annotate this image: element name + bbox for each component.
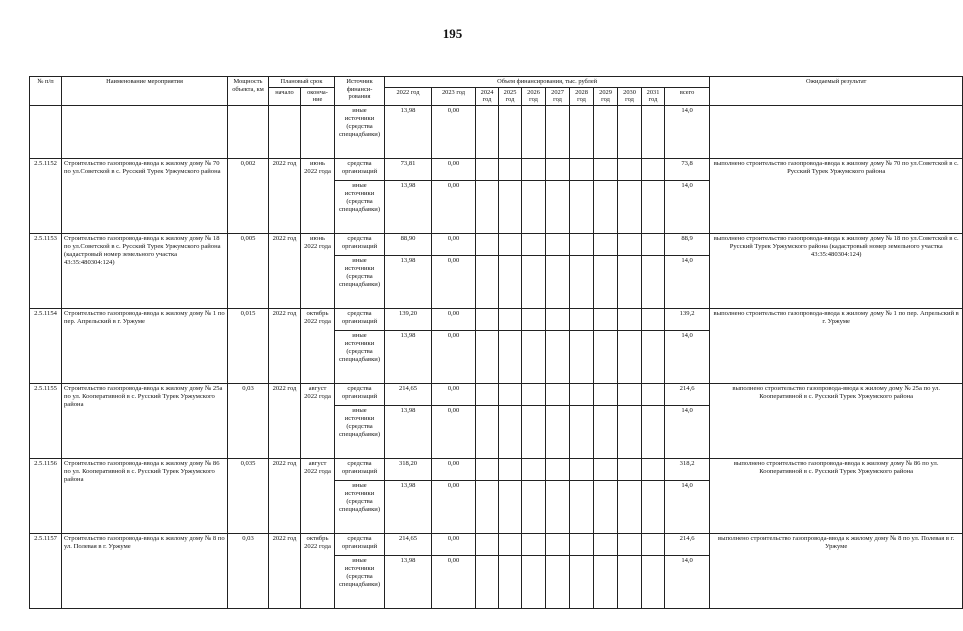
row-2023-organizations: 0,00 [432,459,476,481]
row-2022-other: 13,98 [385,181,432,234]
row-source-organizations: средства организаций [335,309,385,331]
row-result: выполнено строительство газопровода-ввода к жилому дому № 70 по ул.Советской в с. Русский Турек Уржумского района [710,159,963,234]
row-result: выполнено строительство газопровода-ввода к жилому дому № 86 по ул. Кооперативной в с. Русский Турек Уржумского района [710,459,963,534]
row-2022-organizations: 88,90 [385,234,432,256]
row-total-other: 14,0 [665,331,710,384]
row-source-other: иные источники (средства спецнадбавки) [335,331,385,384]
row-start: 2022 год [269,159,301,234]
row-total-organizations: 214,6 [665,384,710,406]
header-2022: 2022 год [385,87,432,105]
row-2023-organizations: 0,00 [432,384,476,406]
row-2023-other: 0,00 [432,556,476,609]
row-name: Строительство газопровода-ввода к жилому дому № 8 по ул. Полевая в г. Уржуме [62,534,228,609]
carry-2022: 13,98 [385,106,432,159]
row-2022-organizations: 318,20 [385,459,432,481]
row-source-other: иные источники (средства спецнадбавки) [335,406,385,459]
table-row [30,534,963,556]
row-capacity: 0,03 [228,384,269,459]
header-source: Источник финанси-рования [335,77,385,106]
row-end: июнь 2022 года [301,234,335,309]
header-term: Плановый срок [269,77,335,88]
header-2024: 2024 год [476,87,499,105]
header-2023: 2023 год [432,87,476,105]
row-capacity: 0,015 [228,309,269,384]
row-source-other: иные источники (средства спецнадбавки) [335,256,385,309]
row-name: Строительство газопровода-ввода к жилому дому № 70 по ул.Советской в с. Русский Турек Уржумского района [62,159,228,234]
row-2023-other: 0,00 [432,256,476,309]
header-2028: 2028 год [570,87,594,105]
row-start: 2022 год [269,534,301,609]
header-term-start: начало [269,87,301,105]
row-2023-organizations: 0,00 [432,309,476,331]
header-2026: 2026 год [522,87,546,105]
row-num: 2.5.1156 [30,459,62,534]
row-total-other: 14,0 [665,256,710,309]
row-capacity: 0,005 [228,234,269,309]
row-2023-other: 0,00 [432,181,476,234]
row-source-organizations: средства организаций [335,159,385,181]
row-source-organizations: средства организаций [335,234,385,256]
carry-over-row [30,106,963,159]
row-total-other: 14,0 [665,556,710,609]
carry-2023: 0,00 [432,106,476,159]
row-total-organizations: 88,9 [665,234,710,256]
row-end: октябрь 2022 года [301,534,335,609]
header-name: Наименование мероприятия [62,77,228,106]
row-total-organizations: 73,8 [665,159,710,181]
header-2030: 2030 год [618,87,642,105]
row-2023-other: 0,00 [432,481,476,534]
table-row [30,459,963,481]
row-2022-other: 13,98 [385,331,432,384]
header-term-end: оконча-ние [301,87,335,105]
row-total-organizations: 214,6 [665,534,710,556]
row-source-organizations: средства организаций [335,384,385,406]
row-name: Строительство газопровода-ввода к жилому дому № 25а по ул. Кооперативной в с. Русский Турек Уржумского района [62,384,228,459]
header-2029: 2029 год [594,87,618,105]
table-row [30,309,963,331]
row-name: Строительство газопровода-ввода к жилому дому № 1 по пер. Апрельский в г. Уржуме [62,309,228,384]
row-2023-other: 0,00 [432,406,476,459]
table-row [30,234,963,256]
row-num: 2.5.1157 [30,534,62,609]
row-num: 2.5.1152 [30,159,62,234]
row-end: октябрь 2022 года [301,309,335,384]
header-2025: 2025 год [499,87,522,105]
row-num: 2.5.1154 [30,309,62,384]
row-2022-other: 13,98 [385,256,432,309]
header-financing: Объем финансирования, тыс. рублей [385,77,710,88]
row-2022-organizations: 73,81 [385,159,432,181]
row-source-organizations: средства организаций [335,534,385,556]
header-2027: 2027 год [546,87,570,105]
header-result: Ожидаемый результат [710,77,963,106]
row-capacity: 0,035 [228,459,269,534]
row-end: август 2022 года [301,384,335,459]
row-capacity: 0,002 [228,159,269,234]
row-result: выполнено строительство газопровода-ввода к жилому дому № 1 по пер. Апрельский в г. Уржуме [710,309,963,384]
row-num: 2.5.1153 [30,234,62,309]
row-total-other: 14,0 [665,481,710,534]
row-num: 2.5.1155 [30,384,62,459]
row-source-other: иные источники (средства спецнадбавки) [335,481,385,534]
row-start: 2022 год [269,234,301,309]
row-source-other: иные источники (средства спецнадбавки) [335,181,385,234]
row-2022-organizations: 214,65 [385,384,432,406]
header-total: всего [665,87,710,105]
row-total-organizations: 318,2 [665,459,710,481]
row-total-other: 14,0 [665,406,710,459]
row-2023-organizations: 0,00 [432,534,476,556]
row-result: выполнено строительство газопровода-ввода к жилому дому № 18 по ул.Советской в с. Русский Турек Уржумского района (кадастровый номер земельного участка 43:35:480304:124) [710,234,963,309]
header-capacity: Мощность объекта, км [228,77,269,106]
row-2022-other: 13,98 [385,556,432,609]
row-2022-organizations: 139,20 [385,309,432,331]
financing-table [29,76,963,609]
row-2022-organizations: 214,65 [385,534,432,556]
row-total-other: 14,0 [665,181,710,234]
row-total-organizations: 139,2 [665,309,710,331]
row-name: Строительство газопровода-ввода к жилому дому № 18 по ул.Советской в с. Русский Турек Уржумского района (кадастровый номер земельного участка 43:35:480304:124) [62,234,228,309]
row-2023-organizations: 0,00 [432,234,476,256]
row-2023-organizations: 0,00 [432,159,476,181]
row-2022-other: 13,98 [385,481,432,534]
row-2023-other: 0,00 [432,331,476,384]
row-end: август 2022 года [301,459,335,534]
page-number: 195 [442,26,463,41]
row-result: выполнено строительство газопровода-ввода к жилому дому № 8 по ул. Полевая в г. Уржуме [710,534,963,609]
row-start: 2022 год [269,384,301,459]
header-num: № п/п [30,77,62,106]
table-row [30,384,963,406]
row-name: Строительство газопровода-ввода к жилому дому № 86 по ул. Кооперативной в с. Русский Турек Уржумского района [62,459,228,534]
row-source-other: иные источники (средства спецнадбавки) [335,556,385,609]
table-header [30,77,963,106]
row-start: 2022 год [269,309,301,384]
row-2022-other: 13,98 [385,406,432,459]
row-source-organizations: средства организаций [335,459,385,481]
header-2031: 2031 год [642,87,665,105]
row-result: выполнено строительство газопровода-ввода к жилому дому № 25а по ул. Кооперативной в с. Русский Турек Уржумского района [710,384,963,459]
row-start: 2022 год [269,459,301,534]
carry-total: 14,0 [665,106,710,159]
carry-source: иные источники (средства спецнадбавки) [335,106,385,159]
table-body [30,106,963,609]
row-end: июнь 2022 года [301,159,335,234]
table-row [30,159,963,181]
row-capacity: 0,03 [228,534,269,609]
